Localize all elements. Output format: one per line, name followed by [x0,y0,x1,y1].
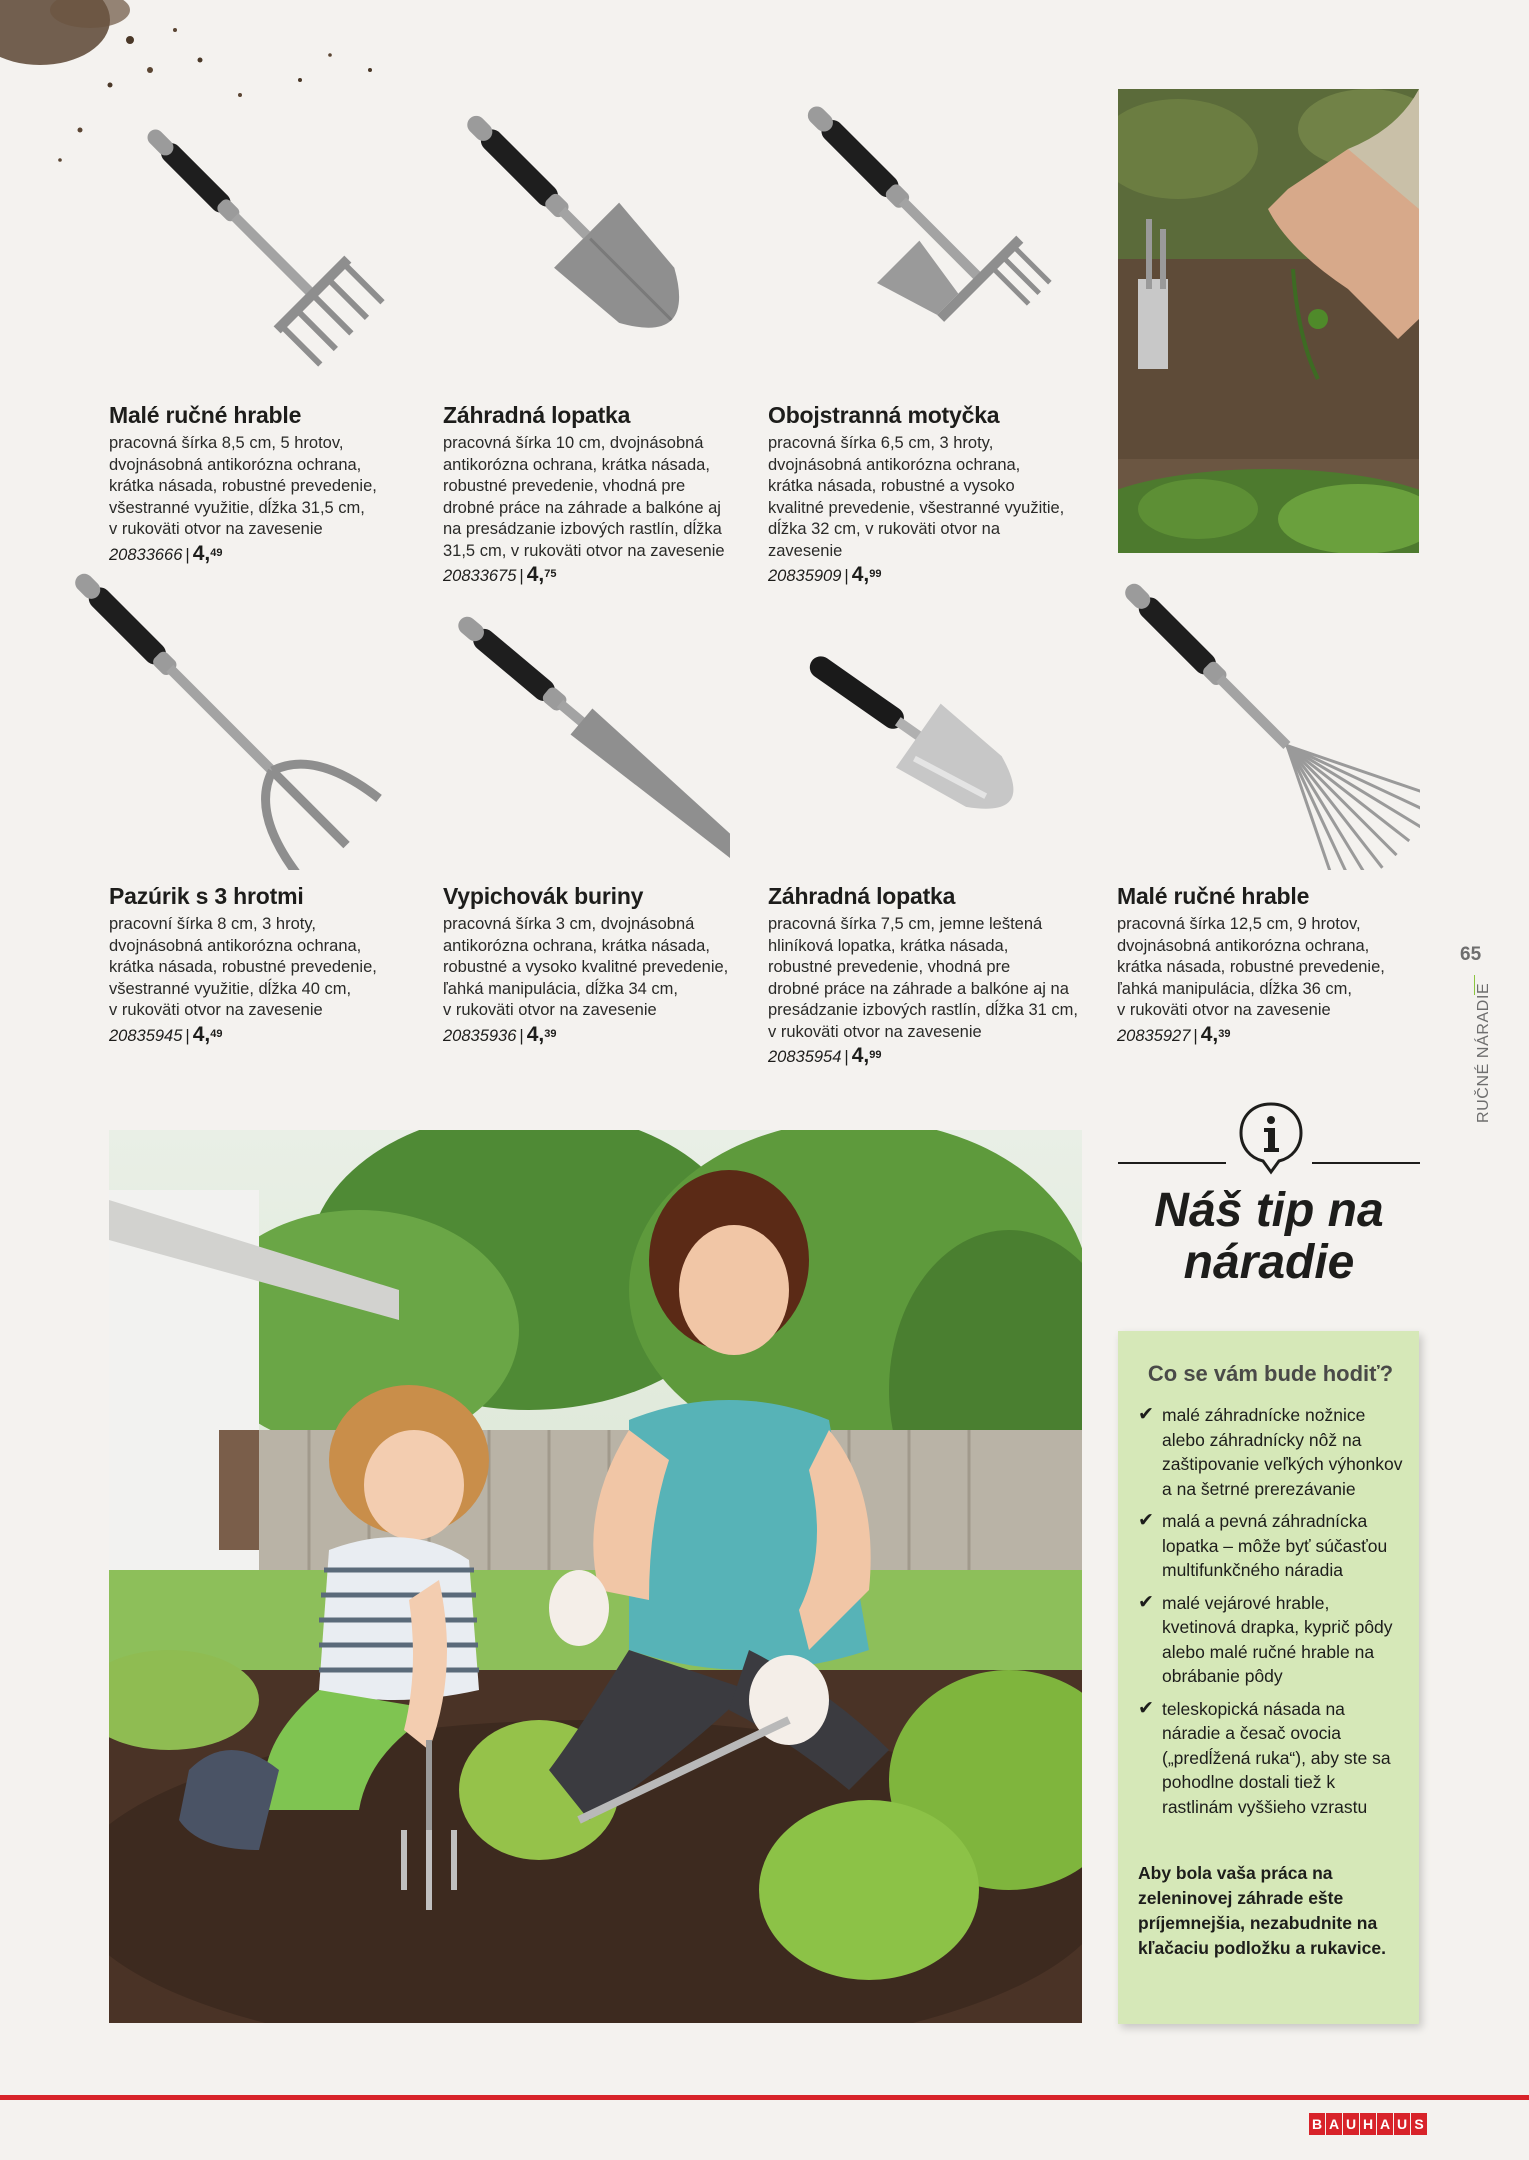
logo-letter: B [1309,2113,1325,2135]
small-hand-rake-image [128,105,398,385]
product-card [109,402,409,566]
page-number: 65 [1460,944,1482,965]
price-line: 20835945 | 4,49 [109,1022,223,1046]
price-cents: 49 [210,546,223,559]
logo-letter: U [1394,2113,1410,2135]
weeder-image [450,600,730,860]
product-sku: 20835954 [768,1048,842,1066]
logo-letter: U [1343,2113,1359,2135]
product-name: Malé ručné hrable [1117,883,1310,909]
list-item [1138,1403,1403,1501]
product-sku: 20833666 [109,545,183,564]
product-name: Pazúrik s 3 hrotmi [109,883,304,909]
product-name: Záhradná lopatka [443,402,631,428]
price-cents: 99 [869,568,882,580]
price-line: 20835936 | 4,39 [443,1022,557,1046]
price-cents: 49 [210,1027,223,1040]
product-description: pracovná šírka 12,5 cm, 9 hrotov, dvojnásobná antikorózna ochrana, krátka násada, robustné prevedenie, ľahká manipulácia, dĺžka 36 cm, v rukoväti otvor na zavesenie [1117,915,1385,1019]
tip-item-text: malé vejárové hrable, kvetinová drapka, kyprič pôdy alebo malé ručné hrable na obrábanie pôdy [1162,1592,1393,1686]
price: 4, [526,1022,545,1046]
tip-question: Co se vám bude hodiť? [1147,1361,1394,1386]
tip-title [1118,1185,1420,1289]
product-sku: 20833675 [443,567,517,585]
list-item [1138,1697,1403,1820]
product-card [768,402,1088,587]
product-sku: 20835945 [109,1026,183,1045]
price: 4, [192,1022,211,1046]
product-card [1117,883,1437,1047]
logo-letter: H [1360,2113,1376,2135]
logo-letter: A [1326,2113,1342,2135]
price-cents: 39 [544,1027,557,1040]
tip-title-line2: náradie [1183,1236,1355,1289]
product-name: Vypichovák buriny [443,883,644,909]
price-cents: 99 [869,1049,882,1061]
product-description: pracovná šírka 8,5 cm, 5 hrotov, dvojnásobná antikorózna ochrana, krátka násada, robustné prevedenie, všestranné využitie, dĺžka 31,5 cm, v rukoväti otvor na zavesenie [109,434,377,538]
tip-list [1138,1403,1403,1819]
product-card [768,883,1098,1068]
price: 4, [192,541,211,565]
price-line: 20833666 | 4,49 [109,541,223,565]
fan-hand-rake-image [1110,580,1420,870]
tip-rule-right [1312,1162,1420,1164]
list-item [1138,1509,1403,1583]
price-line: 20835909 | 4,99 [768,563,882,586]
section-label: RUČNÉ NÁRADIE [1475,982,1492,1123]
price: 4, [526,563,545,586]
product-card [443,883,763,1047]
checkmark-icon: ✔ [1138,1697,1154,1719]
product-description: pracovná šírka 10 cm, dvojnásobná antikorózna ochrana, krátka násada, robustné prevedenie, vhodná pre drobné práce na záhrade a balkóne aj na presádzanie izbových rastlín, dĺžka 31,5 cm, v rukoväti otvor na zavesenie [443,434,725,560]
product-sku: 20835909 [768,567,842,585]
tip-note: Aby bola vaša práca na zeleninovej záhrade ešte príjemnejšia, nezabudnite na kľačaciu podložku a rukavice. [1138,1863,1386,1958]
tip-item-text: malé záhradnícke nožnice alebo záhradnícky nôž na zaštipovanie veľkých výhonkov a na šetrné prerezávanie [1162,1405,1403,1499]
garden-trowel-image [448,100,728,375]
product-sku: 20835927 [1117,1026,1191,1045]
info-icon [1237,1100,1305,1176]
price-cents: 39 [1218,1027,1231,1040]
tip-title-line1: Náš tip na [1154,1184,1384,1237]
tip-rule-left [1118,1162,1226,1164]
price-line: 20835954 | 4,99 [768,1044,882,1067]
logo-letter: A [1377,2113,1393,2135]
product-description: pracovná šírka 6,5 cm, 3 hroty, dvojnásobná antikorózna ochrana, krátka násada, robustné a vysoko kvalitné prevedenie, všestranné využitie, dĺžka 32 cm, v rukoväti otvor na zavesenie [768,434,1065,560]
double-sided-hoe-image [785,90,1075,370]
checkmark-icon: ✔ [1138,1510,1154,1531]
price-line: 20835927 | 4,39 [1117,1022,1231,1046]
price-line: 20833675 | 4,75 [443,563,557,586]
tip-box [1118,1331,1419,2024]
logo-letter: S [1411,2113,1427,2135]
gardening-hand-photo [1118,89,1419,553]
three-prong-cultivator-image [40,560,390,870]
product-card [109,883,409,1047]
product-name: Malé ručné hrable [109,402,302,428]
checkmark-icon: ✔ [1138,1591,1154,1613]
aluminum-trowel-image [800,630,1060,860]
product-description: pracovná šírka 3 cm, dvojnásobná antikorózna ochrana, krátka násada, robustné a vysoko kvalitné prevedenie, ľahká manipulácia, dĺžka 34 cm, v rukoväti otvor na zavesenie [443,915,729,1019]
product-name: Obojstranná motyčka [768,402,1000,428]
price-cents: 75 [544,568,557,580]
checkmark-icon: ✔ [1138,1404,1154,1425]
product-description: pracovná šírka 7,5 cm, jemne leštená hliníková lopatka, krátka násada, robustné prevedenie, vhodná pre drobné práce na záhrade a balkóne aj na presádzanie izbových rastlín, dĺžka 31 cm, v rukoväti otvor na zavesenie [768,915,1078,1041]
product-name: Záhradná lopatka [768,883,956,909]
product-sku: 20835936 [443,1026,517,1045]
product-card [443,402,743,587]
list-item [1138,1591,1403,1689]
price: 4, [1200,1022,1219,1046]
price: 4, [851,1044,870,1067]
bauhaus-logo [1309,2113,1427,2133]
price: 4, [851,563,870,586]
tip-item-text: malá a pevná záhradnícka lopatka – môže byť súčasťou multifunkčného náradia [1162,1511,1388,1580]
tip-item-text: teleskopická násada na náradie a česač ovocia („predĺžená ruka“), aby ste sa pohodlne dostali tiež k rastlinám vyššieho vzrastu [1162,1698,1391,1817]
mother-child-gardening-photo [109,1130,1082,2023]
footer-bar [0,2095,1529,2100]
product-description: pracovní šírka 8 cm, 3 hroty, dvojnásobná antikorózna ochrana, krátka násada, robustné prevedenie, všestranné využitie, dĺžka 40 cm, v rukoväti otvor na zavesenie [109,915,377,1019]
